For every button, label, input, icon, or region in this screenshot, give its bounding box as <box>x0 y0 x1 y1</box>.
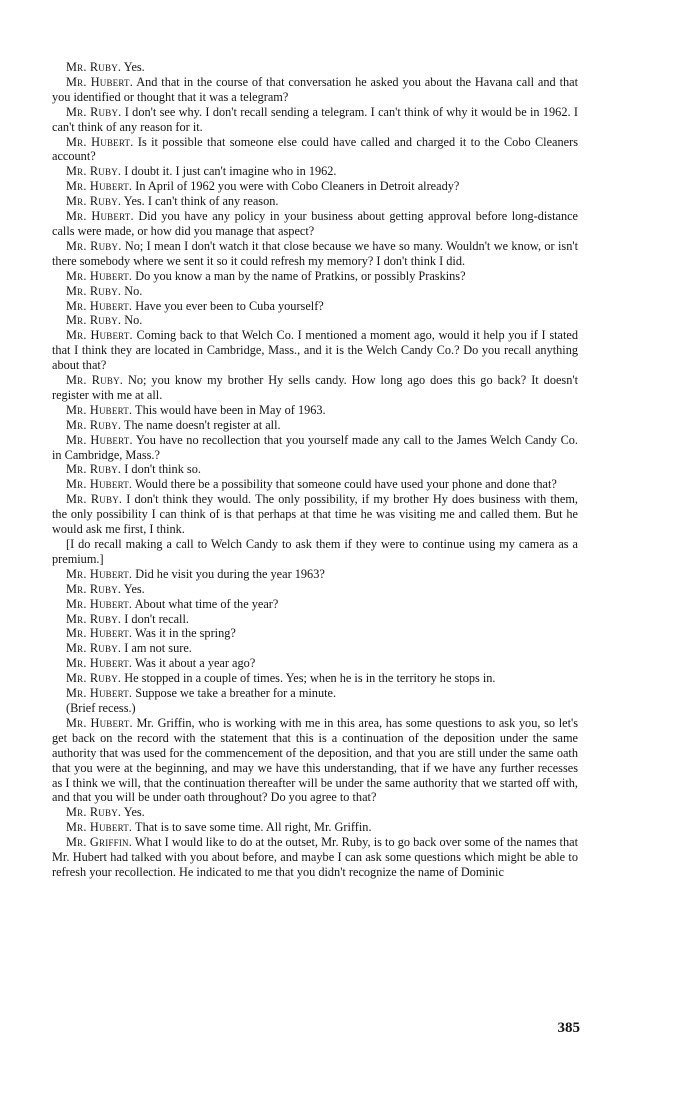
transcript-paragraph <box>52 328 578 373</box>
paragraph-text: Yes. I can't think of any reason. <box>121 194 279 209</box>
paragraph-text: Do you know a man by the name of Pratkins, or possibly Praskins? <box>132 268 466 283</box>
paragraph-text: About what time of the year? <box>132 596 279 611</box>
transcript-paragraph <box>52 179 578 194</box>
paragraph-text: Did you have any policy in your business about getting approval before long-distance calls were made, or how did you manage that aspect? <box>52 209 579 238</box>
transcript-paragraph <box>52 433 578 463</box>
speaker-name: Mr. Ruby. <box>66 611 122 626</box>
speaker-name: Mr. Ruby. <box>66 805 122 820</box>
speaker-name: Mr. Hubert. <box>66 820 133 835</box>
paragraph-text: Yes. <box>121 60 145 74</box>
transcript-paragraph <box>52 209 578 239</box>
speaker-name: Mr. Ruby. <box>66 104 122 119</box>
speaker-name: Mr. Hubert. <box>66 715 133 730</box>
paragraph-text: I don't think they would. The only possibility, if my brother Hy does business with them, the only possibility I can think of is that perhaps at that time he was visiting me and called them. But he would ask me first, I think. <box>52 492 578 537</box>
speaker-name: Mr. Hubert. <box>66 626 133 641</box>
speaker-name: Mr. Ruby. <box>66 641 122 656</box>
paragraph-text: That is to save some time. All right, Mr. Griffin. <box>132 820 372 835</box>
transcript-paragraph <box>52 75 578 105</box>
speaker-name: Mr. Ruby. <box>66 164 122 179</box>
speaker-name: Mr. Ruby. <box>66 492 123 507</box>
speaker-name: Mr. Hubert. <box>66 477 133 492</box>
paragraph-text: Was it in the spring? <box>132 626 236 641</box>
speaker-name: Mr. Ruby. <box>66 238 122 253</box>
transcript-paragraph <box>52 462 578 477</box>
paragraph-text: I don't recall. <box>121 611 189 626</box>
speaker-name: Mr. Hubert. <box>66 328 133 343</box>
paragraph-text: I am not sure. <box>121 641 192 656</box>
paragraph-text: I don't think so. <box>121 462 201 477</box>
transcript-paragraph <box>52 373 578 403</box>
paragraph-text: You have no recollection that you yourself made any call to the James Welch Candy Co. in Cambridge, Mass.? <box>52 432 578 462</box>
paragraph-text: This would have been in May of 1963. <box>132 402 326 417</box>
paragraph-text: Mr. Griffin, who is working with me in this area, has some questions to ask you, so let's get back on the record with the statement that this is a continuation of the deposition under the same authority that was used for the commencement of the deposition, and that you are still under the same oath that you were at the beginning, and may we have this understanding, that if we have any further recesses as I think we will, that the continuation thereafter will be under the same authority that we started off with, and that you will be under oath throughout? Do you agree to that? <box>52 715 579 805</box>
transcript-paragraph <box>52 567 578 582</box>
speaker-name: Mr. Hubert. <box>66 268 133 283</box>
speaker-name: Mr. Hubert. <box>66 596 133 611</box>
paragraph-text: No; you know my brother Hy sells candy. How long ago does this go back? It doesn't register with me at all. <box>52 373 578 402</box>
transcript-paragraph <box>52 820 578 835</box>
page-number: 385 <box>557 1020 580 1036</box>
paragraph-text: I don't see why. I don't recall sending a telegram. I can't think of why it would be in 1962. I can't think of any reason for it. <box>52 104 578 134</box>
paragraph-text: [I do recall making a call to Welch Candy to ask them if they were to continue using my camera as a premium.] <box>52 537 578 566</box>
speaker-name: Mr. Hubert. <box>66 74 134 89</box>
paragraph-text: Is it possible that someone else could have called and charged it to the Cobo Cleaners account? <box>52 134 579 164</box>
paragraph-text: No; I mean I don't watch it that close because we have so many. Wouldn't we know, or isn't there somebody where we sent it so it could refresh my memory? I don't think I did. <box>52 238 578 268</box>
paragraph-text: In April of 1962 you were with Cobo Cleaners in Detroit already? <box>132 179 460 194</box>
transcript-paragraph <box>52 269 578 284</box>
transcript-paragraph <box>52 805 578 820</box>
paragraph-text: Yes. <box>121 805 145 820</box>
transcript-paragraph <box>52 313 578 328</box>
paragraph-text: Have you ever been to Cuba yourself? <box>132 298 324 313</box>
transcript-paragraph <box>52 671 578 686</box>
transcript-paragraph <box>52 597 578 612</box>
transcript-paragraph <box>52 626 578 641</box>
transcript-paragraph <box>52 135 578 165</box>
speaker-name: Mr. Hubert. <box>66 686 133 701</box>
speaker-name: Mr. Ruby. <box>66 194 122 209</box>
paragraph-text: Was it about a year ago? <box>132 656 256 671</box>
speaker-name: Mr. Hubert. <box>66 298 133 313</box>
transcript-paragraph <box>52 641 578 656</box>
transcript-paragraph <box>52 612 578 627</box>
paragraph-text: And that in the course of that conversation he asked you about the Havana call and that you identified or thought that it was a telegram? <box>52 74 579 104</box>
transcript-paragraph <box>52 477 578 492</box>
paragraph-text: Would there be a possibility that someone could have used your phone and done that? <box>132 477 557 492</box>
paragraph-text: He stopped in a couple of times. Yes; when he is in the territory he stops in. <box>121 671 496 686</box>
speaker-name: Mr. Ruby. <box>66 373 124 388</box>
transcript-paragraph <box>52 418 578 433</box>
transcript-paragraph <box>52 403 578 418</box>
paragraph-text: What I would like to do at the outset, Mr. Ruby, is to go back over some of the names that Mr. Hubert had talked with you about before, and maybe I can ask some questions which might be able to refresh your recollection. He indicated to me that you didn't recognize the name of Dominic <box>52 835 578 879</box>
transcript-paragraph <box>52 239 578 269</box>
paragraph-text: No. <box>121 313 143 328</box>
speaker-name: Mr. Ruby. <box>66 283 122 298</box>
speaker-name: Mr. Ruby. <box>66 60 122 74</box>
speaker-name: Mr. Hubert. <box>66 656 133 671</box>
speaker-name: Mr. Ruby. <box>66 581 122 596</box>
paragraph-text: Coming back to that Welch Co. I mentioned a moment ago, would it help you if I stated that I think they are located in Cambridge, Mass., and it is the Welch Candy Co.? Do you recall anything about that? <box>52 328 578 373</box>
transcript-paragraph <box>52 164 578 179</box>
paragraph-text: I doubt it. I just can't imagine who in 1962. <box>121 164 337 179</box>
transcript-paragraph <box>52 537 578 567</box>
speaker-name: Mr. Ruby. <box>66 313 122 328</box>
speaker-name: Mr. Ruby. <box>66 462 122 477</box>
speaker-name: Mr. Hubert. <box>66 179 133 194</box>
speaker-name: Mr. Griffin. <box>66 835 132 850</box>
speaker-name: Mr. Hubert. <box>66 134 134 149</box>
transcript-paragraph <box>52 299 578 314</box>
paragraph-text: The name doesn't register at all. <box>121 417 281 432</box>
speaker-name: Mr. Hubert. <box>66 566 133 581</box>
paragraph-text: Yes. <box>121 581 145 596</box>
transcript-paragraph <box>52 105 578 135</box>
transcript-paragraph <box>52 686 578 701</box>
paragraph-text: Suppose we take a breather for a minute. <box>132 686 337 701</box>
paragraph-text: (Brief recess.) <box>66 700 136 715</box>
transcript-paragraph <box>52 582 578 597</box>
transcript-paragraph <box>52 701 578 716</box>
speaker-name: Mr. Ruby. <box>66 671 122 686</box>
transcript-paragraph <box>52 656 578 671</box>
transcript-paragraph <box>52 194 578 209</box>
speaker-name: Mr. Hubert. <box>66 402 133 417</box>
transcript-paragraph <box>52 716 578 805</box>
transcript-paragraph <box>52 492 578 537</box>
paragraph-text: Did he visit you during the year 1963? <box>132 566 325 581</box>
speaker-name: Mr. Hubert. <box>66 209 134 224</box>
speaker-name: Mr. Hubert. <box>66 432 133 447</box>
transcript-paragraph <box>52 60 578 75</box>
transcript-body <box>52 60 578 880</box>
paragraph-text: No. <box>121 283 143 298</box>
speaker-name: Mr. Ruby. <box>66 417 122 432</box>
transcript-paragraph <box>52 835 578 880</box>
transcript-paragraph <box>52 284 578 299</box>
